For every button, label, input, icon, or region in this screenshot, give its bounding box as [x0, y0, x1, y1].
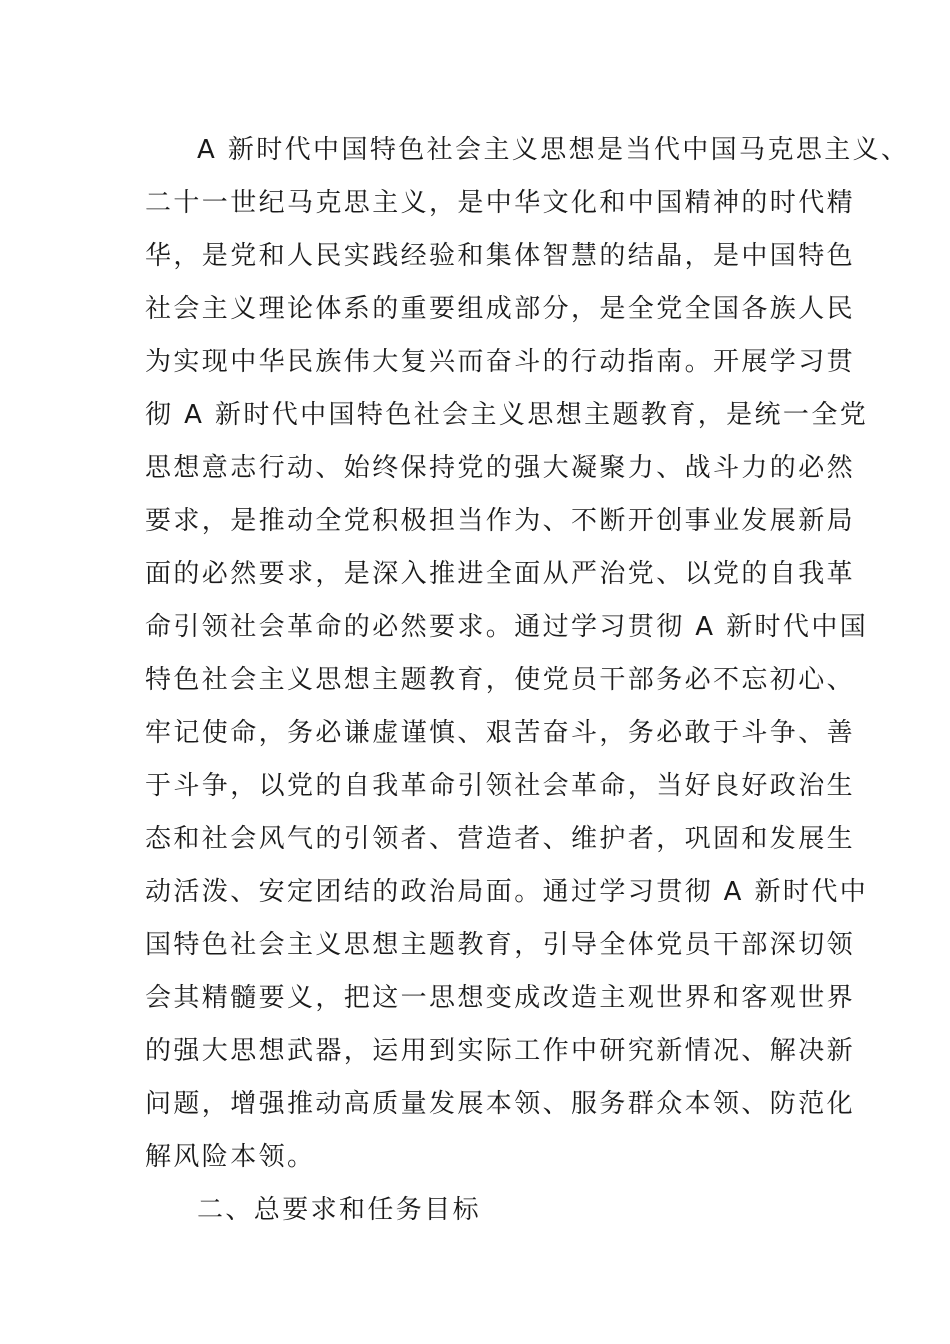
paragraph-line: 彻 A 新时代中国特色社会主义思想主题教育，是统一全党 — [145, 400, 869, 430]
section-heading: 二、总要求和任务目标 — [197, 1195, 482, 1225]
paragraph-line: 社会主义理论体系的重要组成部分，是全党全国各族人民 — [145, 294, 856, 324]
paragraph-line: 二十一世纪马克思主义，是中华文化和中国精神的时代精 — [145, 188, 856, 218]
paragraph-line: 命引领社会革命的必然要求。通过学习贯彻 A 新时代中国 — [145, 612, 869, 642]
paragraph-line: 牢记使命，务必谦虚谨慎、艰苦奋斗，务必敢于斗争、善 — [145, 718, 856, 748]
paragraph-line: 特色社会主义思想主题教育，使党员干部务必不忘初心、 — [145, 665, 856, 695]
paragraph-line: 思想意志行动、始终保持党的强大凝聚力、战斗力的必然 — [145, 453, 856, 483]
body-text — [145, 124, 910, 1237]
paragraph-line: 的强大思想武器，运用到实际工作中研究新情况、解决新 — [145, 1036, 856, 1066]
paragraph-line: A 新时代中国特色社会主义思想是当代中国马克思主义、 — [197, 135, 910, 165]
paragraph-line: 于斗争，以党的自我革命引领社会革命，当好良好政治生 — [145, 771, 856, 801]
paragraph-line: 要求，是推动全党积极担当作为、不断开创事业发展新局 — [145, 506, 856, 536]
paragraph-line: 为实现中华民族伟大复兴而奋斗的行动指南。开展学习贯 — [145, 347, 856, 377]
paragraph-line: 解风险本领。 — [145, 1142, 316, 1172]
paragraph-line: 动活泼、安定团结的政治局面。通过学习贯彻 A 新时代中 — [145, 877, 869, 907]
paragraph-line: 华，是党和人民实践经验和集体智慧的结晶，是中国特色 — [145, 241, 856, 271]
paragraph-line: 面的必然要求，是深入推进全面从严治党、以党的自我革 — [145, 559, 856, 589]
paragraph-line: 国特色社会主义思想主题教育，引导全体党员干部深切领 — [145, 930, 856, 960]
paragraph-line: 态和社会风气的引领者、营造者、维护者，巩固和发展生 — [145, 824, 856, 854]
paragraph-line: 会其精髓要义，把这一思想变成改造主观世界和客观世界 — [145, 983, 856, 1013]
paragraph-line: 问题，增强推动高质量发展本领、服务群众本领、防范化 — [145, 1089, 856, 1119]
